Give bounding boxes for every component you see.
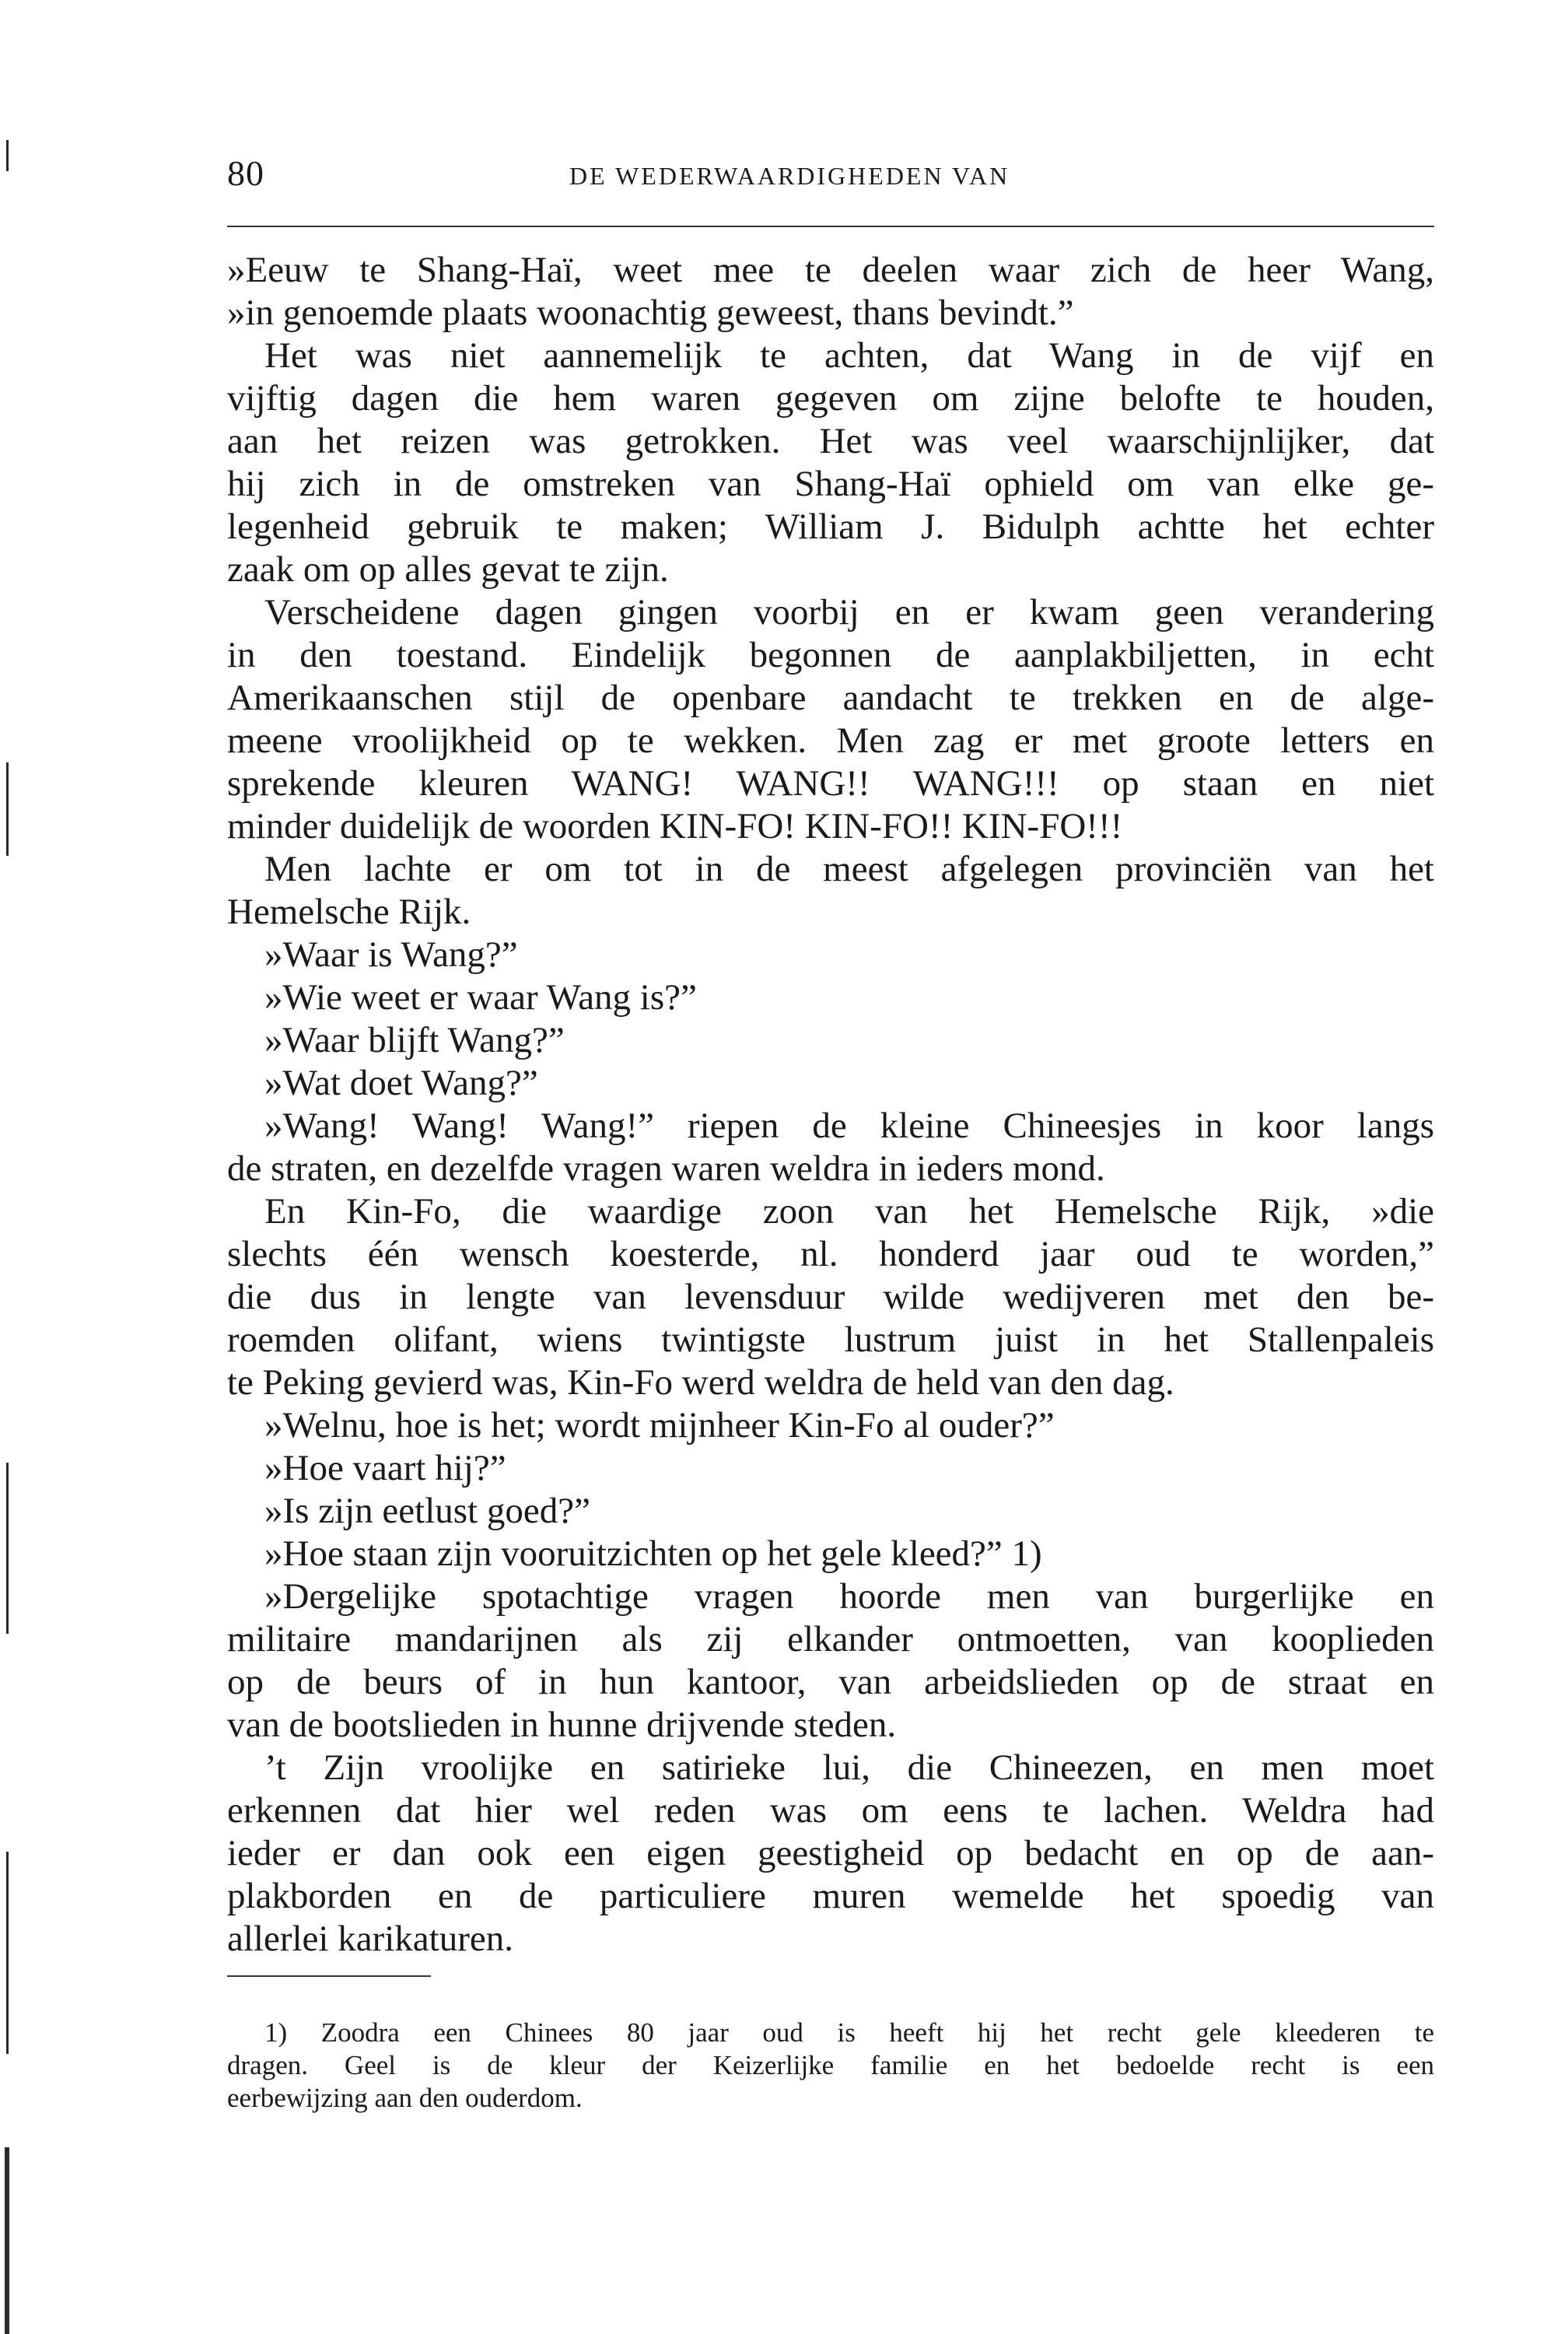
text-line: »Wat doet Wang?” <box>264 1063 538 1103</box>
scan-mark <box>6 1463 9 1634</box>
page-header <box>227 152 1433 199</box>
footnote-line: dragen. Geel is de kleur der Keizerlijke familie en het bedoelde recht is een <box>227 2050 1434 2080</box>
text-line: van de bootslieden in hunne drijvende steden. <box>227 1705 897 1745</box>
header-rule <box>227 226 1434 227</box>
text-line: die dus in lengte van levensduur wilde wedijveren met den be- <box>227 1277 1434 1317</box>
text-line: de straten, en dezelfde vragen waren weldra in ieders mond. <box>227 1148 1105 1189</box>
text-line: Het was niet aannemelijk te achten, dat Wang in de vijf en <box>264 335 1434 376</box>
text-line: meene vroolijkheid op te wekken. Men zag er met groote letters en <box>227 720 1434 761</box>
page-number: 80 <box>227 153 264 193</box>
text-line: zaak om op alles gevat te zijn. <box>227 549 669 590</box>
text-line: »Is zijn eetlust goed?” <box>264 1491 590 1531</box>
text-line: sprekende kleuren WANG! WANG!! WANG!!! op staan en niet <box>227 763 1434 804</box>
scan-mark <box>6 1852 9 2054</box>
text-line: slechts één wensch koesterde, nl. honderd jaar oud te worden,” <box>227 1234 1434 1274</box>
footnote-line: 1) Zoodra een Chinees 80 jaar oud is heeft hij het recht gele kleederen te <box>264 2017 1434 2048</box>
text-line: »in genoemde plaats woonachtig geweest, thans bevindt.” <box>227 293 1074 333</box>
scan-mark <box>6 140 9 171</box>
text-line: Hemelsche Rijk. <box>227 892 471 932</box>
text-line: aan het reizen was getrokken. Het was veel waarschijnlijker, dat <box>227 421 1434 461</box>
binding-edge <box>0 0 19 2334</box>
text-line: legenheid gebruik te maken; William J. Bidulph achtte het echter <box>227 506 1434 547</box>
text-line: Verscheidene dagen gingen voorbij en er kwam geen verandering <box>264 592 1434 633</box>
scan-mark <box>5 2147 9 2334</box>
text-line: minder duidelijk de woorden KIN-FO! KIN-FO!! KIN-FO!!! <box>227 806 1123 846</box>
text-line: »Eeuw te Shang-Haï, weet mee te deelen waar zich de heer Wang, <box>227 250 1434 290</box>
footnote <box>227 2017 1434 2115</box>
text-line: »Welnu, hoe is het; wordt mijnheer Kin-Fo al ouder?” <box>264 1405 1055 1446</box>
text-line: roemden olifant, wiens twintigste lustrum juist in het Stallenpaleis <box>227 1319 1434 1360</box>
text-line: te Peking gevierd was, Kin-Fo werd weldra de held van den dag. <box>227 1362 1174 1403</box>
text-line: ’t Zijn vroolijke en satirieke lui, die Chineezen, en men moet <box>264 1747 1434 1788</box>
text-line: in den toestand. Eindelijk begonnen de aanplakbiljetten, in echt <box>227 635 1434 675</box>
text-line: »Waar blijft Wang?” <box>264 1020 565 1060</box>
text-line: »Dergelijke spotachtige vragen hoorde men van burgerlijke en <box>264 1576 1434 1617</box>
text-line: En Kin-Fo, die waardige zoon van het Hemelsche Rijk, »die <box>264 1191 1434 1232</box>
text-line: »Wang! Wang! Wang!” riepen de kleine Chineesjes in koor langs <box>264 1106 1434 1146</box>
text-line: »Hoe vaart hij?” <box>264 1448 506 1488</box>
text-line: hij zich in de omstreken van Shang-Haï ophield om van elke ge- <box>227 464 1434 504</box>
footnote-rule <box>227 1975 431 1977</box>
text-line: Men lachte er om tot in de meest afgelegen provinciën van het <box>264 849 1434 889</box>
text-line: militaire mandarijnen als zij elkander ontmoetten, van kooplieden <box>227 1619 1434 1659</box>
text-line: plakborden en de particuliere muren wemelde het spoedig van <box>227 1876 1434 1916</box>
text-line: »Waar is Wang?” <box>264 934 518 975</box>
text-line: »Wie weet er waar Wang is?” <box>264 977 697 1018</box>
text-line: vijftig dagen die hem waren gegeven om zijne belofte te houden, <box>227 378 1434 419</box>
text-line: Amerikaanschen stijl de openbare aandacht te trekken en de alge- <box>227 678 1434 718</box>
text-line: op de beurs of in hun kantoor, van arbeidslieden op de straat en <box>227 1662 1434 1702</box>
footnote-line: eerbewijzing aan den ouderdom. <box>227 2083 583 2113</box>
text-line: allerlei karikaturen. <box>227 1919 513 1959</box>
scan-mark <box>6 762 9 856</box>
text-line: erkennen dat hier wel reden was om eens te lachen. Weldra had <box>227 1790 1434 1831</box>
running-title: DE WEDERWAARDIGHEDEN VAN <box>569 162 1010 190</box>
text-line: »Hoe staan zijn vooruitzichten op het gele kleed?” 1) <box>264 1533 1042 1574</box>
text-line: ieder er dan ook een eigen geestigheid op bedacht en op de aan- <box>227 1833 1434 1873</box>
body-text <box>227 249 1434 1961</box>
